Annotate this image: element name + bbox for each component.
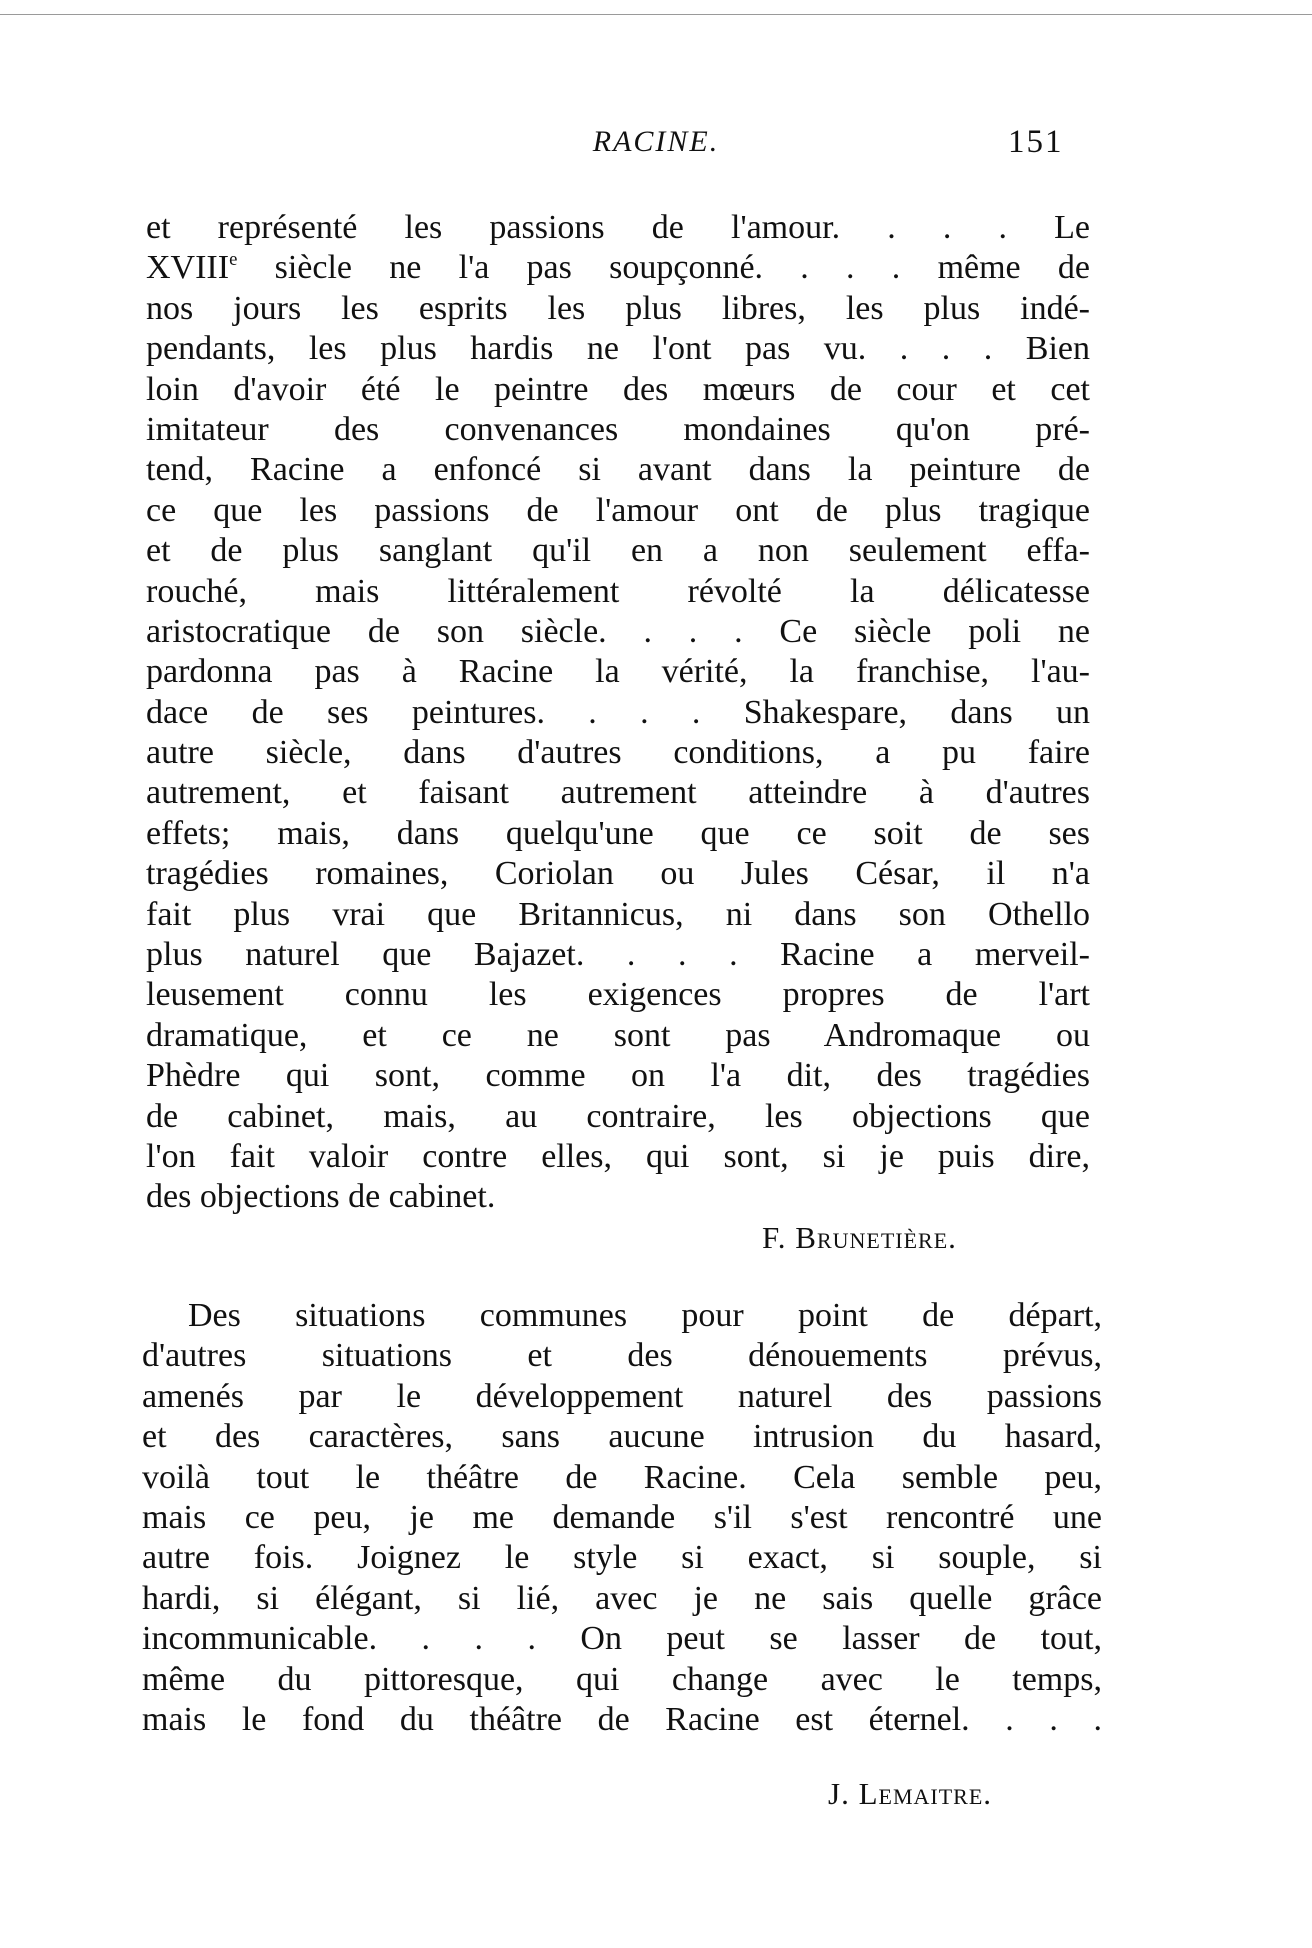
text-line: aristocratique de son siècle. . . . Ce siècle poli ne [146, 612, 1090, 650]
signature-initial: F. [762, 1220, 787, 1255]
text-line: ce que les passions de l'amour ont de plus tragique [146, 491, 1090, 529]
text-line: pardonna pas à Racine la vérité, la franchise, l'au- [146, 653, 1090, 691]
text-line: autre siècle, dans d'autres conditions, a pu faire [146, 734, 1090, 772]
text-line: mais ce peu, je me demande s'il s'est rencontré une [142, 1498, 1102, 1536]
text-line-rest: siècle ne l'a pas soupçonné. . . . même de [237, 249, 1090, 287]
text-line: pendants, les plus hardis ne l'ont pas vu. . . . Bien [146, 330, 1090, 368]
text-line: incommunicable. . . . On peut se lasser de tout, [142, 1620, 1102, 1658]
text-line: fait plus vrai que Britannicus, ni dans son Othello [146, 895, 1090, 933]
text-line: dramatique, et ce ne sont pas Andromaque ou [146, 1016, 1090, 1054]
signature-name: Brunetière. [795, 1220, 957, 1255]
text-line: rouché, mais littéralement révolté la délicatesse [146, 572, 1090, 610]
roman-numeral: XVIII [146, 249, 230, 287]
text-line: de cabinet, mais, au contraire, les objections que [146, 1097, 1090, 1135]
text-line [146, 248, 1090, 288]
author-signature-brunetiere [762, 1218, 957, 1258]
signature-name: Lemaitre. [858, 1776, 993, 1811]
text-line: et de plus sanglant qu'il en a non seulement effa- [146, 532, 1090, 570]
text-line: des objections de cabinet. [146, 1178, 496, 1216]
superscript: e [229, 249, 238, 271]
quotation-brunetiere [146, 208, 1090, 1218]
page-edge-rule [0, 14, 1312, 15]
text-line: hardi, si élégant, si lié, avec je ne sais quelle grâce [142, 1579, 1102, 1617]
author-signature-lemaitre [828, 1774, 992, 1814]
text-line: même du pittoresque, qui change avec le temps, [142, 1660, 1102, 1698]
quotation-lemaitre [142, 1296, 1102, 1740]
running-header-title: RACINE. [592, 125, 720, 158]
text-line: d'autres situations et des dénouements prévus, [142, 1337, 1102, 1375]
text-line: et représenté les passions de l'amour. . . . Le [146, 209, 1090, 246]
page-number: 151 [1008, 124, 1064, 160]
text-line: tragédies romaines, Coriolan ou Jules César, il n'a [146, 855, 1090, 893]
text-line: mais le fond du théâtre de Racine est éternel. . . . [142, 1700, 1102, 1738]
text-line: et des caractères, sans aucune intrusion du hasard, [142, 1418, 1102, 1456]
text-line: l'on fait valoir contre elles, qui sont, si je puis dire, [146, 1137, 1090, 1175]
text-line: autre fois. Joignez le style si exact, si souple, si [142, 1539, 1102, 1577]
text-line: leusement connu les exigences propres de l'art [146, 976, 1090, 1014]
text-line: Des situations communes pour point de départ, [188, 1297, 1102, 1334]
text-line: voilà tout le théâtre de Racine. Cela semble peu, [142, 1458, 1102, 1496]
text-line: imitateur des convenances mondaines qu'on pré- [146, 410, 1090, 448]
text-line: effets; mais, dans quelqu'une que ce soit de ses [146, 814, 1090, 852]
text-line: dace de ses peintures. . . . Shakespare, dans un [146, 693, 1090, 731]
text-line: Phèdre qui sont, comme on l'a dit, des tragédies [146, 1057, 1090, 1095]
text-line: autrement, et faisant autrement atteindre à d'autres [146, 774, 1090, 812]
text-line: plus naturel que Bajazet. . . . Racine a merveil- [146, 936, 1090, 974]
text-line: amenés par le développement naturel des passions [142, 1377, 1102, 1415]
text-line: loin d'avoir été le peintre des mœurs de cour et cet [146, 370, 1090, 408]
text-line: tend, Racine a enfoncé si avant dans la peinture de [146, 451, 1090, 489]
text-line: nos jours les esprits les plus libres, les plus indé- [146, 289, 1090, 327]
signature-initial: J. [828, 1776, 850, 1811]
